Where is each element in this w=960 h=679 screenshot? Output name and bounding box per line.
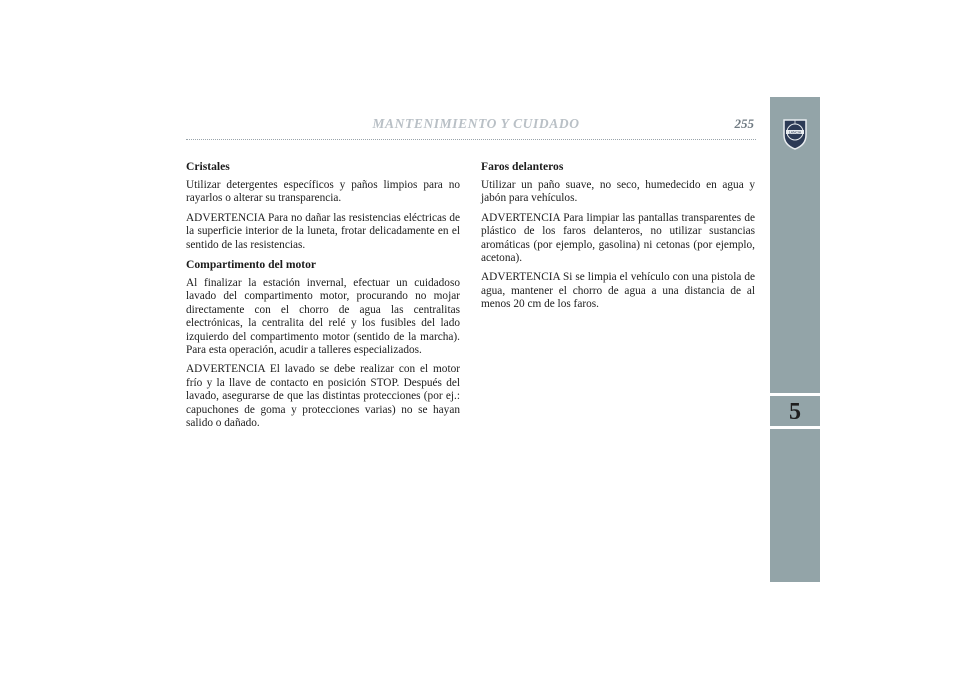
paragraph: Utilizar detergentes específicos y paños limpios para no rayarlos o alterar su transparencia. (186, 179, 460, 205)
paragraph: Utilizar un paño suave, no seco, humedecido en agua y jabón para vehículos. (481, 179, 755, 205)
section-heading-compartimento: Compartimento del motor (186, 258, 317, 272)
paragraph: Al finalizar la estación invernal, efectuar un cuidadoso lavado del compartimento motor, procurando no mojar directamente con el chorro de agua las centralitas electrónicas, la centralita del relé y los fusibles del lado izquierdo del compartimento motor (sentido de la marcha). Para esta operación, acudir a talleres especializados. (186, 277, 460, 357)
section-heading-faros: Faros delanteros (481, 160, 564, 173)
section-heading-cristales: Cristales (186, 160, 230, 173)
header-divider (186, 139, 756, 140)
warning-paragraph: ADVERTENCIA El lavado se debe realizar con el motor frío y la llave de contacto en posición STOP. Después del lavado, asegurarse de que las distintas protecciones (por ej.: capuchones de goma y protecciones varias) no se hayan salido o dañado. (186, 363, 460, 430)
warning-paragraph: ADVERTENCIA Si se limpia el vehículo con una pistola de agua, mantener el chorro de agua a una distancia de al menos 20 cm de los faros. (481, 271, 755, 311)
sidebar-divider-top (770, 393, 820, 396)
warning-paragraph: ADVERTENCIA Para no dañar las resistencias eléctricas de la superficie interior de la luneta, frotar delicadamente en el sentido de las resistencias. (186, 211, 460, 251)
chapter-sidebar (770, 97, 820, 582)
page-number: 255 (734, 116, 754, 131)
warning-paragraph: ADVERTENCIA Para limpiar las pantallas transparentes de plástico de los faros delanteros, no utilizar sustancias aromáticas (por ejemplo, gasolina) ni cetonas (por ejemplo, acetona). (481, 211, 755, 265)
running-header-title: MANTENIMIENTO Y CUIDADO (372, 116, 580, 131)
right-column (481, 160, 755, 318)
logo-text: LANCIA (788, 130, 802, 135)
lancia-logo-icon (781, 117, 809, 150)
left-column (186, 160, 460, 437)
chapter-number: 5 (789, 399, 801, 425)
